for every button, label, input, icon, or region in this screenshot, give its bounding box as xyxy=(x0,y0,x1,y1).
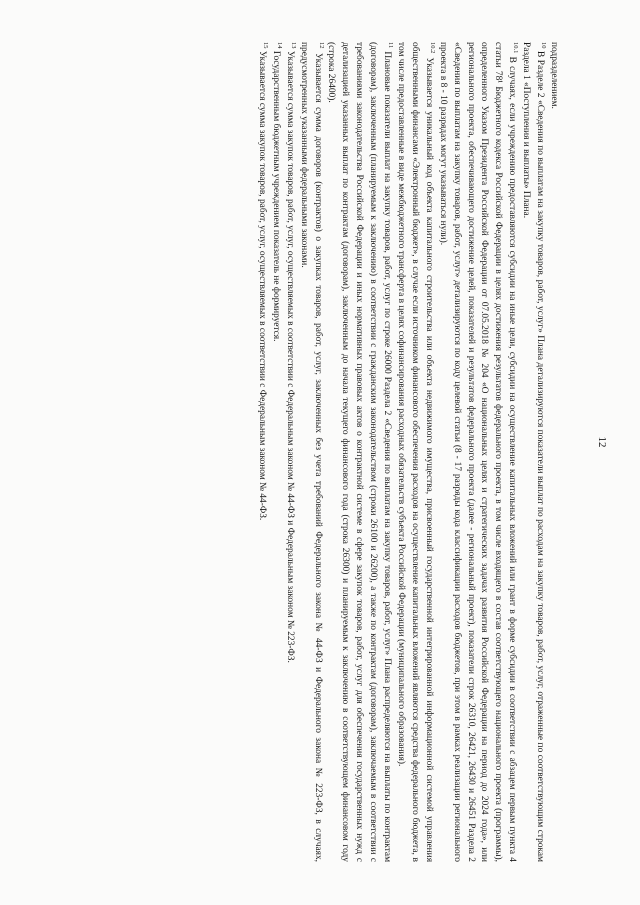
footnote-marker: 14 xyxy=(276,42,283,49)
footnote-13 xyxy=(282,42,296,862)
footnote-marker: 10 xyxy=(540,42,548,49)
footnote-12 xyxy=(296,42,324,862)
footnote-14 xyxy=(268,42,282,862)
footnote-text: Указывается сумма договоров (контрактов) о закупках товаров, работ, услуг, заключенных без учета требований Федерального закона № 44-ФЗ и Федерального закона № 223-ФЗ, в случаях, предусмотренных указанными федеральными законами. xyxy=(298,42,323,862)
footnote-text: Указывается сумма закупок товаров, работ, услуг, осуществляемых в соответствии с Федеральным законом № 44-ФЗ и Федеральным законом № 223-ФЗ. xyxy=(284,50,295,663)
footnote-10-2 xyxy=(393,42,435,862)
document-body xyxy=(80,42,560,862)
footnote-marker: 12 xyxy=(317,42,325,49)
footnote-marker: 15 xyxy=(262,42,270,49)
footnote-11 xyxy=(324,42,394,862)
footnote-marker: 10.1 xyxy=(512,42,520,54)
page-number: 12 xyxy=(596,436,608,448)
footnote-text: В случаях, если учреждению предоставляются субсидии на иные цели, субсидии на осуществление капитальных вложений или грант в форме субсидии в соответствии с абзацем первым пункта 4 статьи 78¹ Бюджетного кодекса Российской Федерации в целях достижения результатов федерального проекта, в том числе входящего в состав соответствующего национального проекта (программы), определенного Указом Президента Российской Федерации от 07.05.2018 № 204 «О национальных целях и стратегических задачах развития Российской Федерации на период до 2024 года», или регионального проекта, обеспечивающего достижение целей, показателей и результатов федерального проекта (далее - региональный проект), показатели строк 26310, 26421, 26430 и 26451 Раздела 2 «Сведения по выплатам на закупку товаров, работ, услуг» детализируются по коду целевой статьи (8 - 17 разряды кода классификации расходов бюджетов, при этом в рамках реализации регионального проекта в 8 - 10 разрядах могут указываться нули). xyxy=(437,42,518,862)
paragraph-text: подразделением. xyxy=(549,42,559,109)
footnote-marker: 11 xyxy=(387,42,395,49)
footnote-10 xyxy=(518,42,546,862)
footnote-text: Указывается сумма закупок товаров, работ, услуг, осуществляемых в соответствии с Федеральным законом № 44-ФЗ. xyxy=(256,50,267,521)
footnote-text: Плановые показатели выплат на закупку товаров, работ, услуг по строке 26000 Раздела 2 «Сведения по выплатам на закупку товаров, работ, услуг» Плана распределяются на выплаты по контрактам (договорам), заключенным (планируемым к заключению) в соответствии с гражданским законодательством (строки 26100 и 26200), а также по контрактам (договорам), заключаемым в соответствии с требованиями законодательства Российской Федерации и иных нормативных правовых актов о контрактной системе в сфере закупок товаров, работ, услуг для обеспечения государственных нужд с детализацией указанных выплат по контрактам (договорам), заключенным до начала текущего финансового года (строка 26300) и планируемым к заключению в соответствующем финансовом году (строка 26400). xyxy=(326,42,393,863)
footnote-marker: 10.2 xyxy=(428,42,436,54)
footnote-marker: 13 xyxy=(289,42,297,49)
footnote-10-1 xyxy=(435,42,518,862)
paragraph-continuation xyxy=(546,42,560,862)
footnote-15 xyxy=(254,42,268,862)
footnote-text: Государственным бюджетным учреждением показатель не формируется. xyxy=(270,50,281,342)
footnote-text: В Разделе 2 «Сведения по выплатам на закупку товаров, работ, услуг» Плана детализируются показатели выплат по расходам на закупку товаров, работ, услуг, отраженные по соответствующим строкам Раздела 1 «Поступления и выплаты» Плана. xyxy=(521,42,546,862)
footnote-text: Указывается уникальный код объекта капитального строительства или объекта недвижимого имущества, присвоенный государственной интегрированной информационной системой управления общественными финансами «Электронный бюджет», в случае если источником финансового обеспечения расходов на осуществление капитальных вложений являются средства федерального бюджета, в том числе предоставленные в виде межбюджетного трансферта в целях софинансирования расходных обязательств субъекта Российской Федерации (муниципального образования). xyxy=(396,42,434,863)
